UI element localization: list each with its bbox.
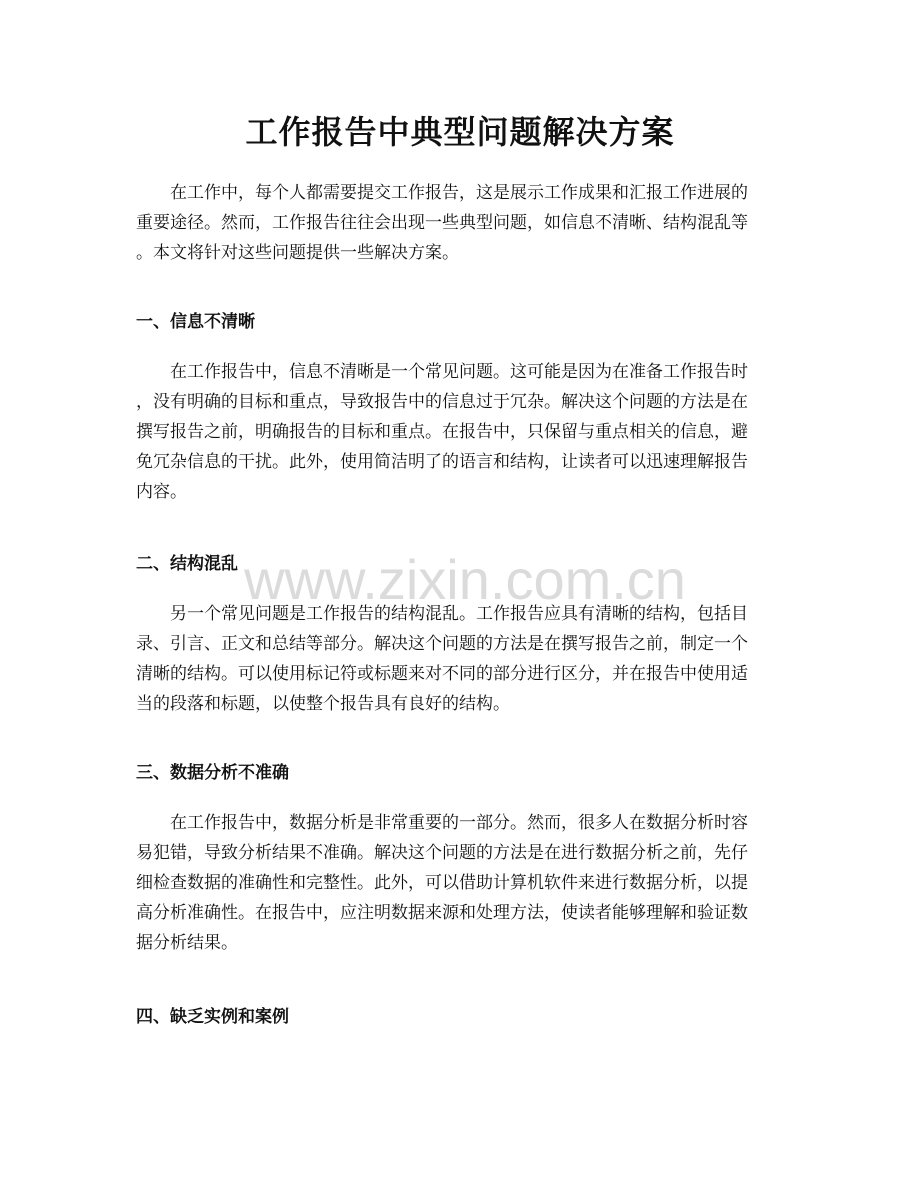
- intro-paragraph: [136, 178, 786, 268]
- section-paragraph-2: [136, 599, 786, 719]
- section-heading-4: 四、缺乏实例和案例: [136, 1007, 289, 1027]
- section-paragraph-3: [136, 808, 786, 958]
- section-paragraph-1: [136, 357, 786, 507]
- intro-line: 在工作中，每个人都需要提交工作报告，这是展示工作成果和汇报工作进展的: [136, 183, 748, 203]
- paragraph-line: 撰写报告之前，明确报告的目标和重点。在报告中，只保留与重点相关的信息，避: [136, 422, 748, 442]
- paragraph-line: 当的段落和标题，以使整个报告具有良好的结构。: [136, 694, 510, 714]
- section-heading-3: 三、数据分析不准确: [136, 763, 289, 783]
- paragraph-line: 录、引言、正文和总结等部分。解决这个问题的方法是在撰写报告之前，制定一个: [136, 634, 748, 654]
- section-heading-2: 二、结构混乱: [136, 554, 238, 574]
- paragraph-line: 易犯错，导致分析结果不准确。解决这个问题的方法是在进行数据分析之前，先仔: [136, 843, 748, 863]
- watermark: www.zixin.com.cn: [244, 548, 686, 611]
- paragraph-line: ，没有明确的目标和重点，导致报告中的信息过于冗杂。解决这个问题的方法是在: [136, 392, 748, 412]
- section-heading-1: 一、信息不清晰: [136, 312, 255, 332]
- document-title: 工作报告中典型问题解决方案: [245, 113, 675, 151]
- paragraph-line: 高分析准确性。在报告中，应注明数据来源和处理方法，使读者能够理解和验证数: [136, 903, 748, 923]
- paragraph-line: 在工作报告中，信息不清晰是一个常见问题。这可能是因为在准备工作报告时: [136, 362, 748, 382]
- paragraph-line: 免冗杂信息的干扰。此外，使用简洁明了的语言和结构，让读者可以迅速理解报告: [136, 452, 748, 472]
- paragraph-line: 在工作报告中，数据分析是非常重要的一部分。然而，很多人在数据分析时容: [136, 813, 748, 833]
- paragraph-line: 内容。: [136, 482, 187, 502]
- paragraph-line: 另一个常见问题是工作报告的结构混乱。工作报告应具有清晰的结构，包括目: [136, 604, 748, 624]
- paragraph-line: 细检查数据的准确性和完整性。此外，可以借助计算机软件来进行数据分析，以提: [136, 873, 748, 893]
- intro-line: 重要途径。然而，工作报告往往会出现一些典型问题，如信息不清晰、结构混乱等: [136, 213, 748, 233]
- intro-line: 。本文将针对这些问题提供一些解决方案。: [136, 243, 459, 263]
- paragraph-line: 清晰的结构。可以使用标记符或标题来对不同的部分进行区分，并在报告中使用适: [136, 664, 748, 684]
- paragraph-line: 据分析结果。: [136, 933, 238, 953]
